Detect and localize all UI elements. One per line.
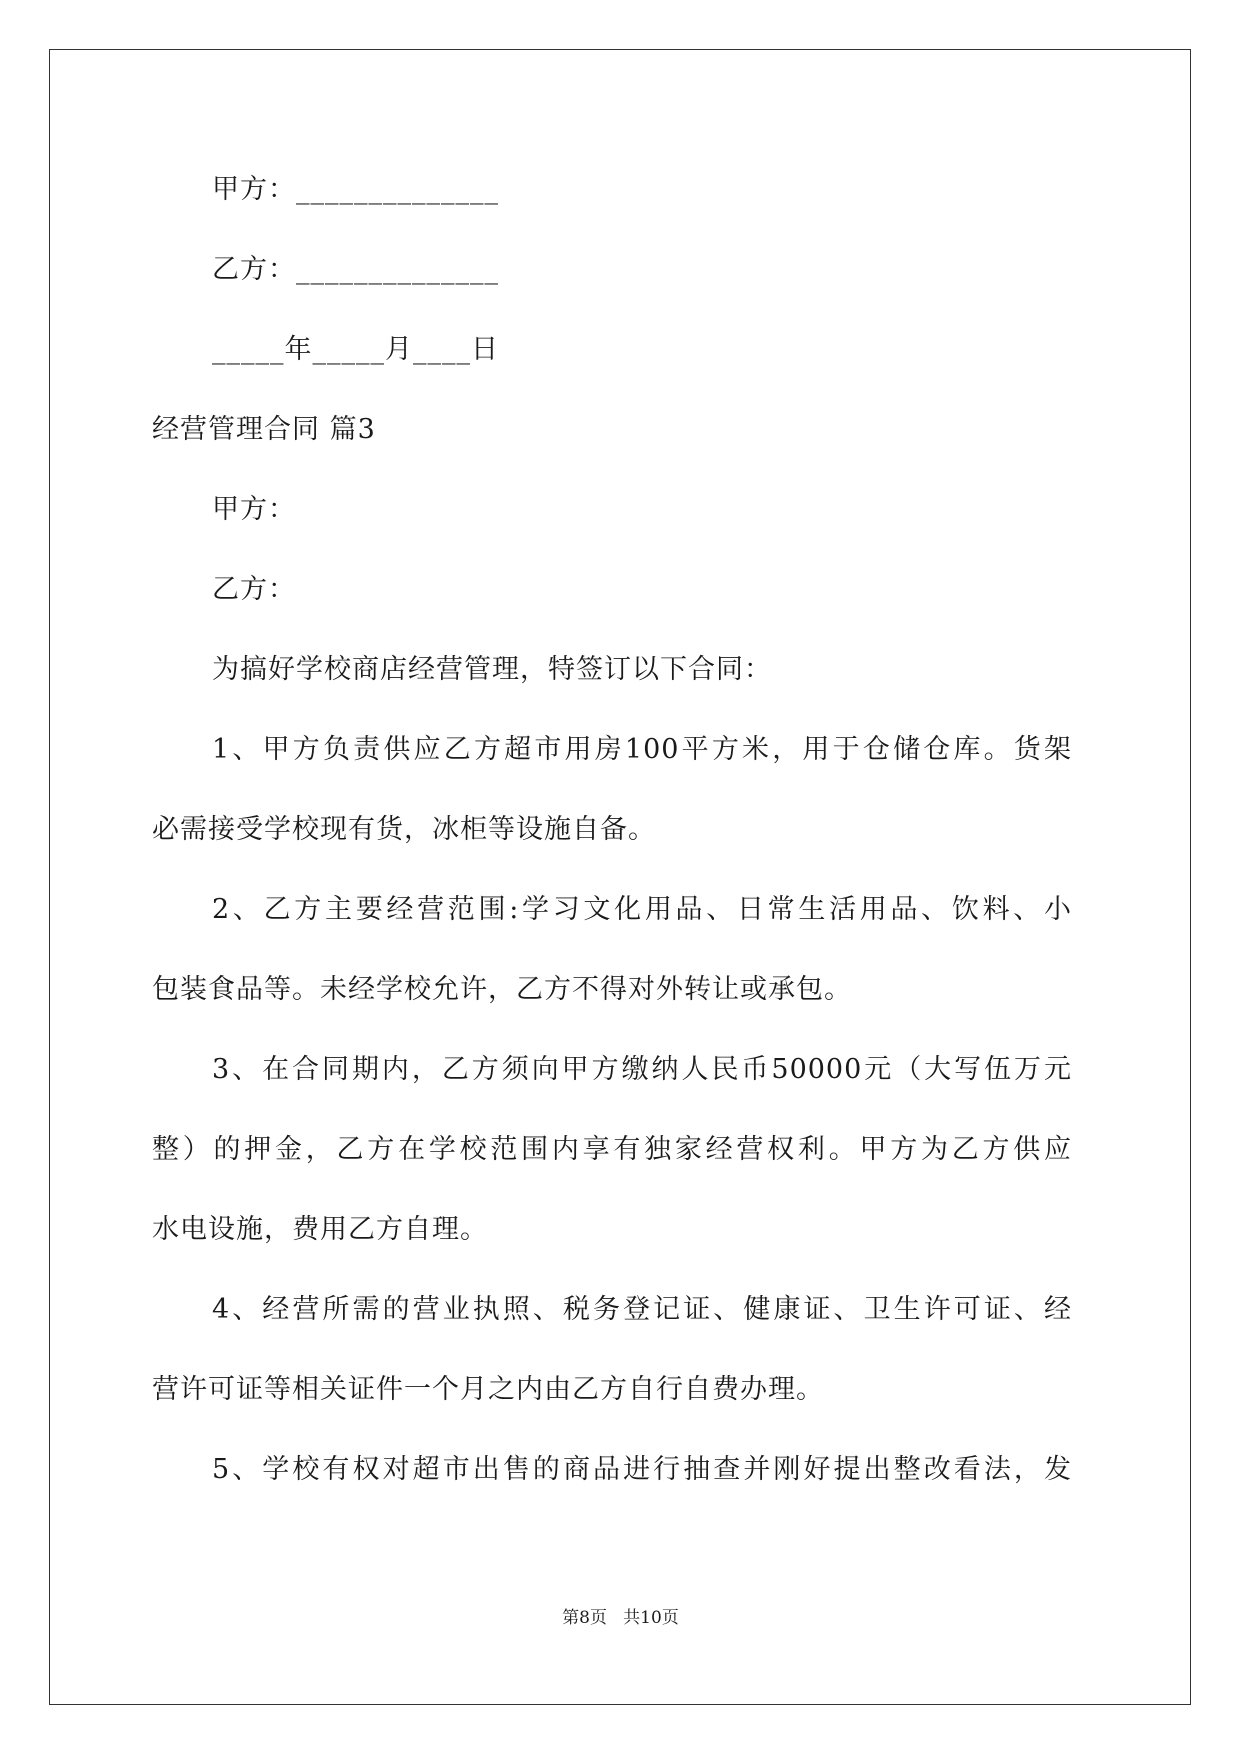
clause-2-line-1: 2、乙方主要经营范围:学习文化用品、日常生活用品、饮料、小 — [212, 894, 1072, 925]
clause-5-line-1: 5、学校有权对超市出售的商品进行抽查并刚好提出整改看法，发 — [212, 1454, 1072, 1485]
contract-preamble: 为搞好学校商店经营管理，特签订以下合同： — [212, 654, 772, 685]
party-b-label: 乙方： — [212, 574, 296, 605]
clause-4-line-2: 营许可证等相关证件一个月之内由乙方自行自费办理。 — [152, 1374, 824, 1405]
clause-3-line-1: 3、在合同期内，乙方须向甲方缴纳人民币50000元（大写伍万元 — [212, 1054, 1072, 1085]
clause-1-line-1: 1、甲方负责供应乙方超市用房100平方米，用于仓储仓库。货架 — [212, 734, 1072, 765]
clause-2-line-2: 包装食品等。未经学校允许，乙方不得对外转让或承包。 — [152, 974, 852, 1005]
section-heading: 经营管理合同 篇3 — [152, 414, 376, 445]
date-line: _____年_____月____日 — [212, 334, 499, 365]
clause-3-line-3: 水电设施，费用乙方自理。 — [152, 1214, 488, 1245]
clause-4-line-1: 4、经营所需的营业执照、税务登记证、健康证、卫生许可证、经 — [212, 1294, 1072, 1325]
party-a-label: 甲方： — [212, 494, 296, 525]
page-number-footer: 第8页 共10页 — [562, 1608, 679, 1628]
party-a-signature-line: 甲方：______________ — [212, 174, 499, 205]
clause-1-line-2: 必需接受学校现有货，冰柜等设施自备。 — [152, 814, 656, 845]
party-b-signature-line: 乙方：______________ — [212, 254, 499, 285]
clause-3-line-2: 整）的押金，乙方在学校范围内享有独家经营权利。甲方为乙方供应 — [152, 1134, 1072, 1165]
